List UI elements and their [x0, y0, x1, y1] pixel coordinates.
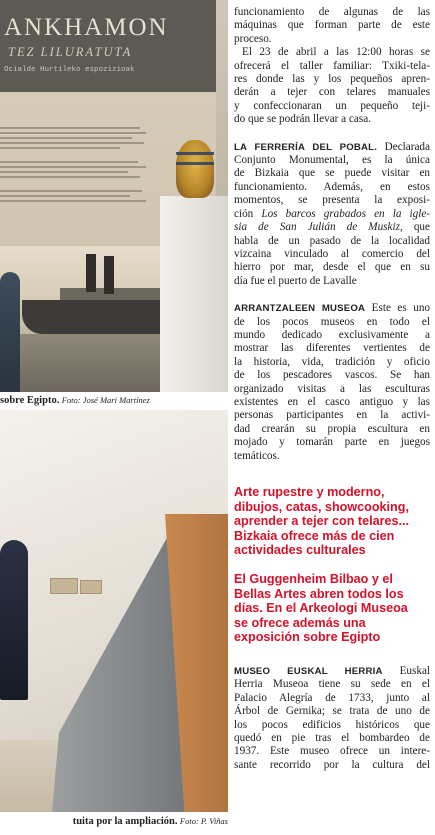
text-line: de los pocos museos en todo el [234, 315, 430, 328]
text-line: momentos, se presenta la exposi- [234, 194, 430, 207]
text-line: ofrecerá el taller familiar: Txiki-tela- [234, 59, 430, 72]
caption-1-text: sobre Egipto. [0, 395, 60, 406]
text-line: Conjunto Monumental, es la única [234, 154, 430, 167]
section-heading-arrantzaleen: ARRANTZALEEN MUSEOA [234, 303, 366, 315]
pull-quote-museums [234, 572, 430, 645]
text-line: funcionamiento. Además, en estos [234, 180, 430, 193]
text-line: Palacio Alegría de 1733, junto al [234, 691, 430, 704]
text-line: sante recorrido por la cultura del [234, 758, 430, 771]
ferreria-paragraph [234, 141, 430, 288]
pull-quote-activities [234, 485, 430, 558]
text-line: do que se podrán llevar a casa. [234, 113, 371, 126]
text-line: Árbol de Gernika; se trata de uno de [234, 705, 430, 718]
text-line: personas participantes en la activi- [234, 409, 430, 422]
text-line: de los pescadores vascos. Se han [234, 369, 430, 382]
text-line: organizado visitas a las esculturas [234, 382, 430, 395]
photo-egypt-exhibition [0, 0, 228, 392]
text-line: vizcaina vinculado al comercio del [234, 247, 430, 260]
pull-quote-line: días. En el Arkeologi Museoa [234, 601, 408, 616]
text-line: los pocos edificios históricos que [234, 718, 430, 731]
text-line: existentes en el casco antiguo y las [234, 395, 430, 408]
visitor-figure [0, 540, 28, 700]
article-column [234, 0, 430, 772]
banner-title: ANKHAMON [4, 14, 169, 41]
text-line: ción [234, 207, 254, 220]
text-line: mostrar las diferentes vertientes de [234, 342, 430, 355]
wall-frame [80, 580, 102, 594]
text-line: máquinas que forman parte de este [234, 19, 430, 32]
text-line: res donde las y los pequeños apren- [234, 73, 430, 86]
text-line: mojado y tomarán parte en juegos [234, 436, 430, 449]
caption-1-credit: Foto: José Mari Martínez [61, 395, 150, 405]
text-line: Declarada [384, 140, 430, 153]
arrantzaleen-paragraph [234, 302, 430, 463]
text-line: quedó en pie tras el bombardeo de [234, 731, 430, 744]
pull-quote-line: Bizkaia ofrece más de cien [234, 528, 395, 543]
visitor-figure [0, 272, 20, 392]
text-line: funcionamiento de algunas de las [234, 6, 430, 18]
text-line: hierro por mar, desde el que en su [234, 261, 430, 274]
photo-caption-1 [0, 395, 228, 406]
text-line: El 23 de abril a las 12:00 horas se [242, 46, 430, 59]
pull-quote-line: dibujos, catas, showcooking, [234, 499, 409, 514]
text-line: la historia, vida, tradición y oficio [234, 355, 430, 368]
text-line: dad crearán su propia escultura en [234, 422, 430, 435]
pull-quote-line: aprender a tejer con telares... [234, 514, 409, 529]
pull-quote-line: El Guggenheim Bilbao y el [234, 571, 393, 586]
workshop-paragraph [234, 46, 430, 126]
wall-frame [50, 578, 78, 594]
text-line: proceso. [234, 32, 272, 45]
caption-2-credit: Foto: P. Viñas [179, 816, 228, 826]
text-line: Este es uno [371, 302, 431, 315]
text-line: habla de un pasado de la localidad [234, 234, 430, 247]
pull-quote-line: Bellas Artes abren todos los [234, 586, 404, 601]
section-heading-ferreria: LA FERRERÍA DEL POBAL. [234, 141, 378, 153]
caption-2-text: tuita por la ampliación. [72, 816, 178, 827]
text-line: y confeccionaran un pequeño teji- [234, 99, 430, 112]
photo-caption-2 [0, 816, 228, 827]
text-line: , que [399, 221, 430, 234]
text-line: de Bizkaia que se puede visitar en [234, 167, 430, 180]
text-line: día fue el puerto de Lavalle [234, 274, 357, 287]
pull-quote-line: exposición sobre Egipto [234, 630, 381, 645]
exhibition-title: Los barcos grabados en la igle- [261, 207, 431, 220]
pull-quote-line: se ofrece además una [234, 615, 366, 630]
section-heading-euskal-herria: MUSEO EUSKAL HERRIA [234, 665, 383, 677]
text-line: derán a tejer con telares manuales [234, 86, 430, 99]
text-line: Herria Museoa tiene su sede en el [234, 678, 430, 691]
banner-small-text: Ocialde Hurtileko espozizioak [4, 66, 135, 74]
euskal-herria-paragraph [234, 665, 430, 772]
text-line: 1937. Este museo ofrece un intere- [234, 745, 430, 758]
pull-quote-line: actividades culturales [234, 543, 366, 558]
pull-quote-line: Arte rupestre y moderno, [234, 485, 385, 499]
tutankhamun-mask [176, 140, 214, 198]
text-line: temáticos. [234, 449, 280, 462]
exhibition-title: sia de San Julián de Muskiz [234, 221, 400, 234]
pedestal [160, 196, 228, 392]
text-line: Euskal [399, 664, 431, 677]
intro-paragraph [234, 6, 430, 46]
photo-museum-gallery [0, 410, 228, 812]
text-line: mundo dedicado exclusivamente a [234, 328, 430, 341]
banner-body-text [0, 124, 150, 205]
banner-subtitle: TEZ LILURATUTA [8, 45, 133, 59]
